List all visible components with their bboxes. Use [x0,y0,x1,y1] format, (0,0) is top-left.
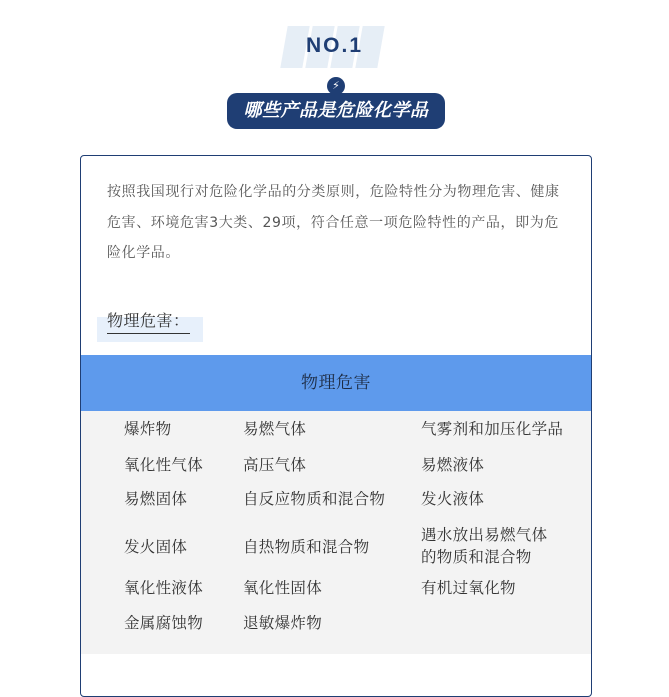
table-cell: 氧化性液体 [124,579,204,597]
hazard-table [81,411,591,654]
content-card [80,155,592,697]
section-number: NO.1 [305,34,363,57]
table-cell: 遇水放出易燃气体 [421,526,548,544]
table-cell: 氧化性气体 [124,456,204,474]
table-cell: 高压气体 [243,456,307,474]
table-cell: 的物质和混合物 [421,548,532,566]
lightning-icon: ⚡ [327,77,345,95]
subtitle-block [97,304,203,342]
table-cell: 易燃气体 [243,420,307,438]
table-cell: 退敏爆炸物 [243,614,323,632]
subtitle: 物理危害： [107,308,190,334]
table-cell: 氧化性固体 [243,579,323,597]
table-cell: 发火液体 [421,490,485,508]
table-cell: 易燃固体 [124,490,188,508]
table-cell: 易燃液体 [421,456,485,474]
table-cell: 气雾剂和加压化学品 [421,420,564,438]
table-cell: 自反应物质和混合物 [243,490,386,508]
table-cell: 爆炸物 [124,420,172,438]
table-cell: 发火固体 [124,538,188,556]
table-cell: 有机过氧化物 [421,579,516,597]
intro-paragraph: 按照我国现行对危险化学品的分类原则，危险特性分为物理危害、健康危害、环境危害3大类、29项，符合任意一项危险特性的产品，即为危险化学品。 [107,184,560,261]
section-header [0,0,669,140]
table-cell: 自热物质和混合物 [243,538,370,556]
table-cell: 金属腐蚀物 [124,614,204,632]
table-header: 物理危害 [81,355,591,411]
section-question: 哪些产品是危险化学品 [227,93,445,129]
